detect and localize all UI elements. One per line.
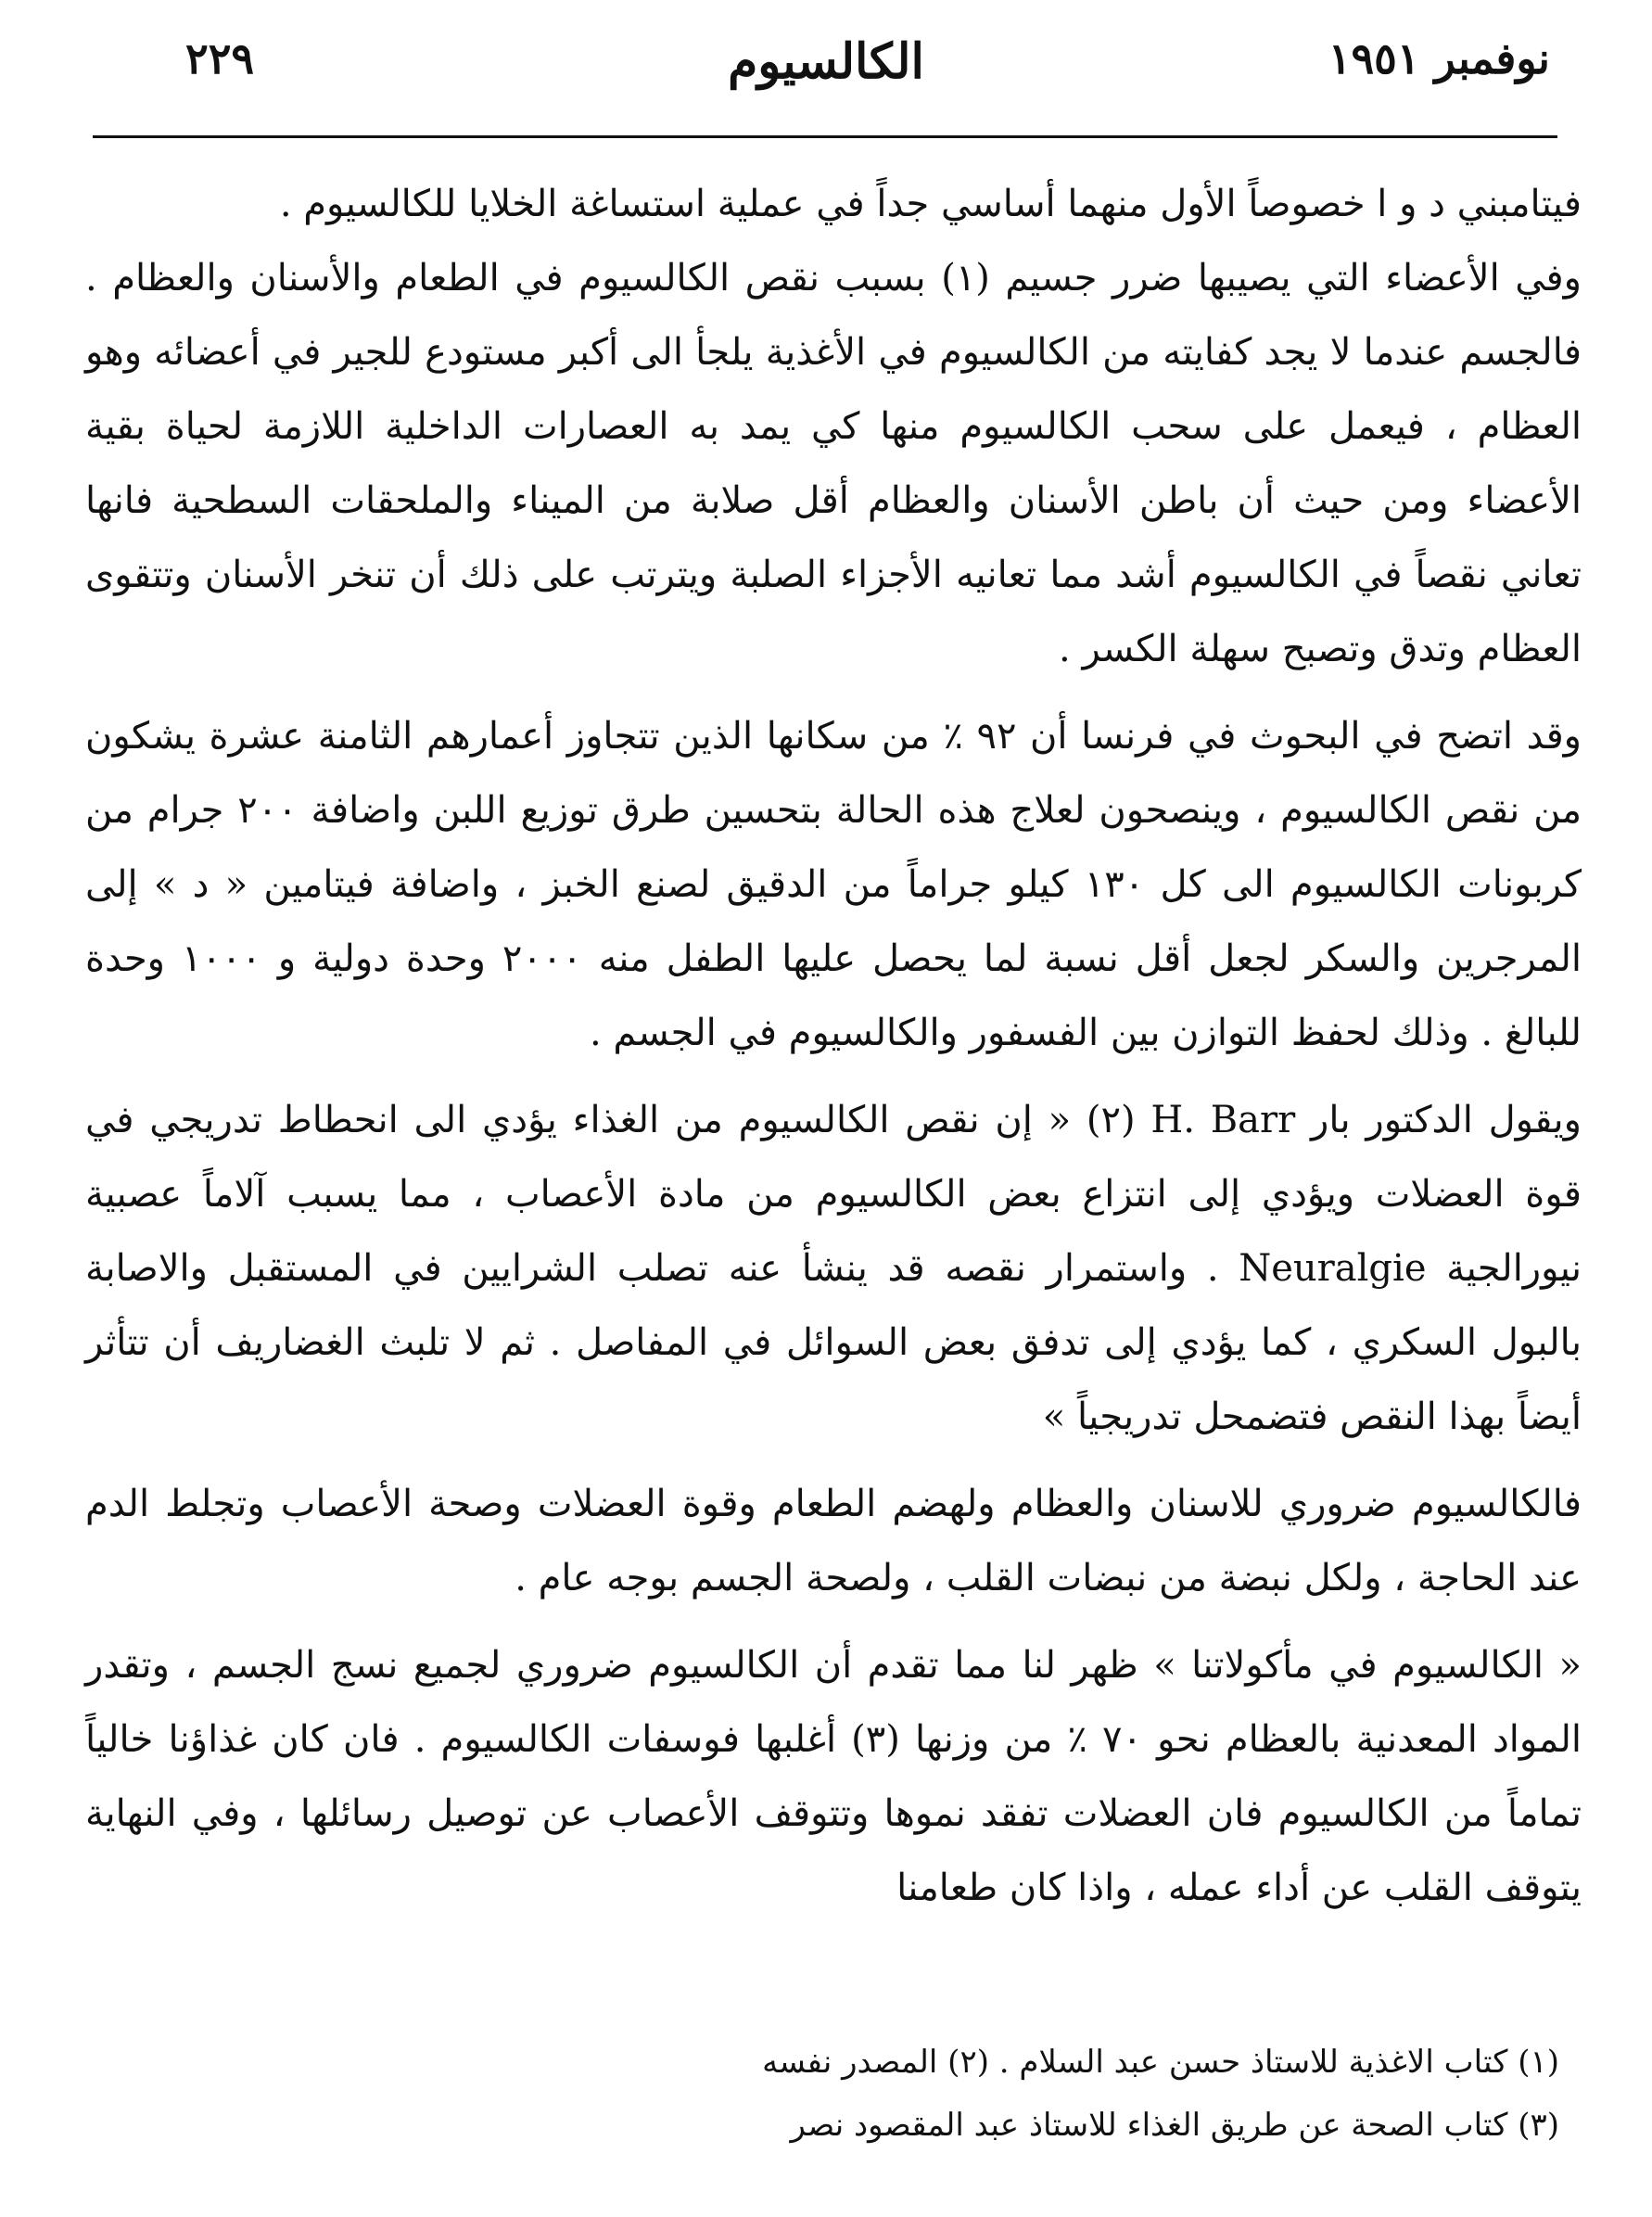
paragraph: ويقول الدكتور بار H. Barr (٢) « إن نقص الكالسيوم من الغذاء يؤدي الى انحطاط تدريجي في قوة العضلات ويؤدي إلى انتزاع بعض الكالسيوم من مادة الأعصاب ، مما يسبب آلاماً عصبية نيورالجية Neuralgie . واستمرار نقصه قد ينشأ عنه تصلب الشرايين في المستقبل والاصابة بالبول السكري ، كما يؤدي إلى تدفق بعض السوائل في المفاصل . ثم لا تلبث الغضاريف أن تتأثر أيضاً بهذا النقص فتضمحل تدريجياً » [85,1099,1582,1438]
running-header [83,33,1569,108]
footnote: (٣) كتاب الصحة عن طريق الغذاء للاستاذ عبد المقصود نصر [790,2107,1559,2144]
page-number: ٢٢٩ [185,33,255,83]
header-divider [93,135,1557,138]
paragraph: وقد اتضح في البحوث في فرنسا أن ٩٢ ٪ من سكانها الذين تتجاوز أعمارهم الثامنة عشرة يشكون من نقص الكالسيوم ، وينصحون لعلاج هذه الحالة بتحسين طرق توزيع اللبن واضافة ٢٠٠ جرام من كربونات الكالسيوم الى كل ١٣٠ كيلو جراماً من الدقيق لصنع الخبز ، واضافة فيتامين « د » إلى المرجرين والسكر لجعل أقل نسبة لما يحصل عليها الطفل منه ٢٠٠٠ وحدة دولية و ١٠٠٠ وحدة للبالغ . وذلك لحفظ التوازن بين الفسفور والكالسيوم في الجسم . [85,715,1582,1054]
article-body [85,167,1582,1925]
issue-date: نوفمبر ١٩٥١ [1328,33,1550,83]
paragraph: وفي الأعضاء التي يصيبها ضرر جسيم (١) بسبب نقص الكالسيوم في الطعام والأسنان والعظام . فالجسم عندما لا يجد كفايته من الكالسيوم في الأغذية يلجأ الى أكبر مستودع للجير في أعضائه وهو العظام ، فيعمل على سحب الكالسيوم منها كي يمد به العصارات الداخلية اللازمة لحياة بقية الأعضاء ومن حيث أن باطن الأسنان والعظام أقل صلابة من الميناء والملحقات السطحية فانها تعاني نقصاً في الكالسيوم أشد مما تعانيه الأجزاء الصلبة ويترتب على ذلك أن تنخر الأسنان وتتقوى العظام وتدق وتصبح سهلة الكسر . [85,257,1582,670]
footnote: (١) كتاب الاغذية للاستاذ حسن عبد السلام . (٢) المصدر نفسه [762,2044,1559,2081]
paragraph: « الكالسيوم في مأكولاتنا » ظهر لنا مما تقدم أن الكالسيوم ضروري لجميع نسج الجسم ، وتقدر المواد المعدنية بالعظام نحو ٧٠ ٪ من وزنها (٣) أغلبها فوسفات الكالسيوم . فان كان غذاؤنا خالياً تماماً من الكالسيوم فان العضلات تفقد نموها وتتوقف الأعصاب عن توصيل رسائلها ، وفي النهاية يتوقف القلب عن أداء عمله ، واذا كان طعامنا [85,1644,1582,1909]
paragraph: فالكالسيوم ضروري للاسنان والعظام ولهضم الطعام وقوة العضلات وصحة الأعصاب وتجلط الدم عند الحاجة ، ولكل نبضة من نبضات القلب ، ولصحة الجسم بوجه عام . [85,1483,1582,1599]
footnotes [85,2031,1569,2157]
paragraph: فيتامبني د و ا خصوصاً الأول منهما أساسي جداً في عملية استساغة الخلايا للكالسيوم . [279,183,1582,225]
page-title: الكالسيوم [728,33,924,90]
